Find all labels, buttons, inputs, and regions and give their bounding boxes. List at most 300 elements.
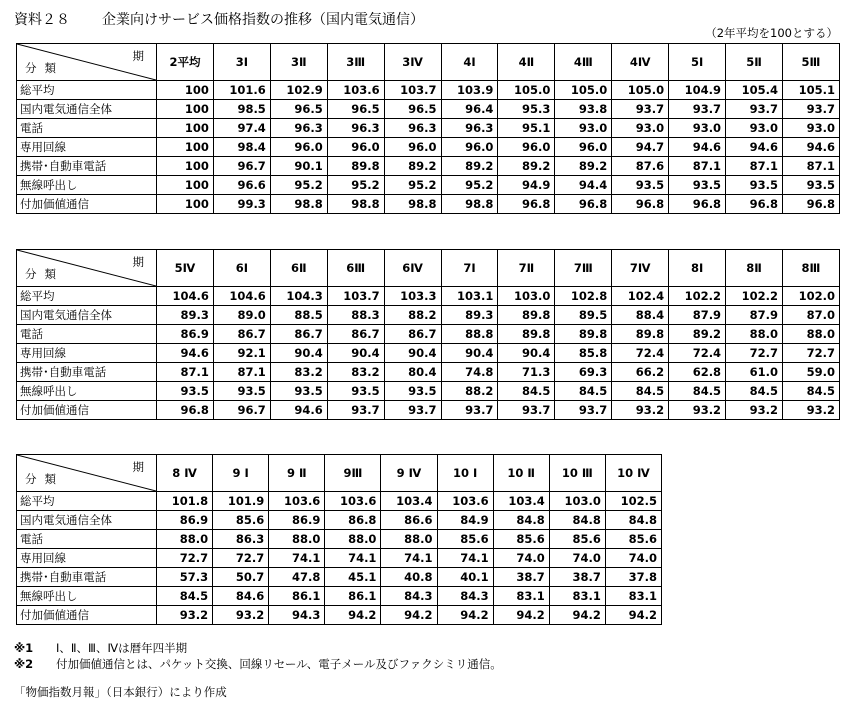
value-cell: 86.7: [384, 325, 441, 344]
value-cell: 94.2: [549, 606, 605, 625]
value-cell: 84.9: [437, 511, 493, 530]
value-cell: 102.0: [782, 287, 839, 306]
value-cell: 87.1: [157, 363, 214, 382]
table-row: [17, 81, 840, 100]
value-cell: 94.4: [555, 176, 612, 195]
value-cell: 104.9: [669, 81, 726, 100]
value-cell: 102.9: [270, 81, 327, 100]
value-cell: 94.2: [381, 606, 437, 625]
value-cell: 72.4: [669, 344, 726, 363]
table-row: [17, 549, 662, 568]
table-row: [17, 587, 662, 606]
period-header: 2平均: [157, 44, 214, 81]
price-index-table-1: [16, 43, 840, 214]
period-header: 6Ⅰ: [213, 250, 270, 287]
value-cell: 87.1: [782, 157, 839, 176]
value-cell: 96.8: [612, 195, 669, 214]
header-category-label: 分類: [25, 472, 64, 486]
value-cell: 103.6: [269, 492, 325, 511]
value-cell: 96.5: [384, 100, 441, 119]
value-cell: 96.3: [270, 119, 327, 138]
value-cell: 84.3: [437, 587, 493, 606]
value-cell: 102.4: [612, 287, 669, 306]
value-cell: 88.0: [782, 325, 839, 344]
value-cell: 98.8: [441, 195, 498, 214]
value-cell: 102.2: [669, 287, 726, 306]
source-note: 「物価指数月報」（日本銀行）により作成: [14, 685, 227, 699]
value-cell: 84.8: [549, 511, 605, 530]
value-cell: 95.2: [441, 176, 498, 195]
value-cell: 94.2: [437, 606, 493, 625]
row-label: 無線呼出し: [17, 176, 157, 195]
row-label: 総平均: [17, 287, 157, 306]
table-row: [17, 382, 840, 401]
value-cell: 95.1: [498, 119, 555, 138]
period-header: 7Ⅲ: [555, 250, 612, 287]
value-cell: 87.1: [213, 363, 270, 382]
value-cell: 96.3: [441, 119, 498, 138]
period-header: 5Ⅳ: [157, 250, 214, 287]
value-cell: 74.0: [549, 549, 605, 568]
value-cell: 89.8: [327, 157, 384, 176]
price-index-table-2: [16, 249, 840, 420]
period-header: 4Ⅳ: [612, 44, 669, 81]
value-cell: 95.2: [384, 176, 441, 195]
value-cell: 93.7: [612, 100, 669, 119]
value-cell: 72.7: [726, 344, 783, 363]
value-cell: 88.0: [381, 530, 437, 549]
value-cell: 96.0: [441, 138, 498, 157]
page-title: [14, 9, 424, 29]
row-label: 携帯･自動車電話: [17, 568, 157, 587]
value-cell: 93.7: [384, 401, 441, 420]
value-cell: 94.6: [157, 344, 214, 363]
value-cell: 98.8: [327, 195, 384, 214]
value-cell: 74.1: [437, 549, 493, 568]
table-row: [17, 176, 840, 195]
value-cell: 89.5: [555, 306, 612, 325]
table-row: [17, 287, 840, 306]
value-cell: 101.9: [213, 492, 269, 511]
value-cell: 88.3: [327, 306, 384, 325]
value-cell: 84.8: [493, 511, 549, 530]
value-cell: 100: [157, 176, 214, 195]
value-cell: 90.4: [384, 344, 441, 363]
value-cell: 57.3: [157, 568, 213, 587]
period-header: 6Ⅱ: [270, 250, 327, 287]
value-cell: 96.5: [327, 100, 384, 119]
period-header: 8Ⅰ: [669, 250, 726, 287]
value-cell: 103.3: [384, 287, 441, 306]
value-cell: 72.4: [612, 344, 669, 363]
row-label: 専用回線: [17, 138, 157, 157]
value-cell: 93.7: [327, 401, 384, 420]
value-cell: 59.0: [782, 363, 839, 382]
footnote-2-mark: ※2: [14, 657, 34, 671]
value-cell: 96.7: [213, 401, 270, 420]
value-cell: 93.7: [726, 100, 783, 119]
row-label: 携帯･自動車電話: [17, 157, 157, 176]
value-cell: 74.1: [381, 549, 437, 568]
value-cell: 85.6: [549, 530, 605, 549]
value-cell: 104.6: [213, 287, 270, 306]
value-cell: 94.9: [498, 176, 555, 195]
value-cell: 71.3: [498, 363, 555, 382]
value-cell: 94.6: [782, 138, 839, 157]
value-cell: 103.6: [325, 492, 381, 511]
value-cell: 105.0: [555, 81, 612, 100]
period-header: 5Ⅱ: [726, 44, 783, 81]
value-cell: 87.0: [782, 306, 839, 325]
value-cell: 84.5: [498, 382, 555, 401]
value-cell: 94.7: [612, 138, 669, 157]
value-cell: 89.8: [612, 325, 669, 344]
value-cell: 98.8: [384, 195, 441, 214]
footnote-1-text: Ⅰ、Ⅱ、Ⅲ、Ⅳは暦年四半期: [56, 641, 188, 655]
value-cell: 69.3: [555, 363, 612, 382]
value-cell: 45.1: [325, 568, 381, 587]
value-cell: 93.2: [213, 606, 269, 625]
row-label: 国内電気通信全体: [17, 100, 157, 119]
value-cell: 96.0: [555, 138, 612, 157]
table-row: [17, 568, 662, 587]
value-cell: 103.9: [441, 81, 498, 100]
value-cell: 93.5: [669, 176, 726, 195]
value-cell: 93.5: [270, 382, 327, 401]
value-cell: 85.6: [213, 511, 269, 530]
value-cell: 105.1: [782, 81, 839, 100]
period-header: 6Ⅳ: [384, 250, 441, 287]
value-cell: 93.2: [669, 401, 726, 420]
row-label: 無線呼出し: [17, 382, 157, 401]
value-cell: 88.0: [157, 530, 213, 549]
value-cell: 95.2: [270, 176, 327, 195]
value-cell: 83.1: [605, 587, 661, 606]
value-cell: 96.8: [498, 195, 555, 214]
value-cell: 94.2: [605, 606, 661, 625]
value-cell: 96.0: [384, 138, 441, 157]
value-cell: 102.8: [555, 287, 612, 306]
value-cell: 96.7: [213, 157, 270, 176]
value-cell: 74.8: [441, 363, 498, 382]
value-cell: 94.6: [726, 138, 783, 157]
value-cell: 92.1: [213, 344, 270, 363]
value-cell: 97.4: [213, 119, 270, 138]
header-row: [17, 250, 840, 287]
period-header: 4Ⅲ: [555, 44, 612, 81]
row-label: 付加価値通信: [17, 195, 157, 214]
header-corner-cell: [17, 44, 157, 81]
header-corner-cell: [17, 250, 157, 287]
value-cell: 88.2: [441, 382, 498, 401]
value-cell: 86.7: [270, 325, 327, 344]
value-cell: 93.8: [555, 100, 612, 119]
value-cell: 93.7: [555, 401, 612, 420]
value-cell: 96.4: [441, 100, 498, 119]
value-cell: 86.7: [213, 325, 270, 344]
value-cell: 86.9: [269, 511, 325, 530]
value-cell: 85.6: [493, 530, 549, 549]
value-cell: 95.3: [498, 100, 555, 119]
value-cell: 89.8: [498, 325, 555, 344]
value-cell: 89.2: [441, 157, 498, 176]
value-cell: 89.0: [213, 306, 270, 325]
value-cell: 99.3: [213, 195, 270, 214]
header-row: [17, 455, 662, 492]
value-cell: 102.5: [605, 492, 661, 511]
row-label: 専用回線: [17, 549, 157, 568]
value-cell: 86.9: [157, 325, 214, 344]
row-label: 電話: [17, 530, 157, 549]
row-label: 付加価値通信: [17, 401, 157, 420]
value-cell: 100: [157, 119, 214, 138]
value-cell: 87.1: [726, 157, 783, 176]
period-header: 6Ⅲ: [327, 250, 384, 287]
value-cell: 88.4: [612, 306, 669, 325]
value-cell: 84.5: [157, 587, 213, 606]
period-header: 7Ⅱ: [498, 250, 555, 287]
value-cell: 84.5: [782, 382, 839, 401]
value-cell: 72.7: [213, 549, 269, 568]
value-cell: 93.5: [327, 382, 384, 401]
value-cell: 95.2: [327, 176, 384, 195]
footnotes: [14, 640, 502, 672]
value-cell: 85.8: [555, 344, 612, 363]
value-cell: 101.6: [213, 81, 270, 100]
period-header: 10 Ⅰ: [437, 455, 493, 492]
value-cell: 96.8: [555, 195, 612, 214]
header-period-label: 期: [132, 255, 144, 269]
value-cell: 93.7: [782, 100, 839, 119]
value-cell: 93.5: [726, 176, 783, 195]
row-label: 総平均: [17, 81, 157, 100]
value-cell: 96.0: [270, 138, 327, 157]
value-cell: 88.5: [270, 306, 327, 325]
value-cell: 94.3: [269, 606, 325, 625]
period-header: 8Ⅲ: [782, 250, 839, 287]
header-row: [17, 44, 840, 81]
period-header: 7Ⅳ: [612, 250, 669, 287]
value-cell: 103.0: [498, 287, 555, 306]
value-cell: 86.1: [325, 587, 381, 606]
table-row: [17, 492, 662, 511]
value-cell: 105.0: [498, 81, 555, 100]
footnote-2-text: 付加価値通信とは、パケット交換、回線リセール、電子メール及びファクシミリ通信。: [56, 657, 502, 671]
footnote-2: [14, 656, 502, 672]
value-cell: 103.0: [549, 492, 605, 511]
header-corner-cell: [17, 455, 157, 492]
period-header: 3Ⅳ: [384, 44, 441, 81]
value-cell: 37.8: [605, 568, 661, 587]
value-cell: 98.4: [213, 138, 270, 157]
row-label: 無線呼出し: [17, 587, 157, 606]
value-cell: 89.2: [384, 157, 441, 176]
row-label: 付加価値通信: [17, 606, 157, 625]
header-category-label: 分類: [25, 61, 64, 75]
header-period-label: 期: [132, 460, 144, 474]
value-cell: 93.0: [782, 119, 839, 138]
value-cell: 88.2: [384, 306, 441, 325]
title-text: 企業向けサービス価格指数の推移（国内電気通信）: [102, 12, 424, 28]
row-label: 電話: [17, 119, 157, 138]
period-header: 8 Ⅳ: [157, 455, 213, 492]
value-cell: 94.6: [669, 138, 726, 157]
table-row: [17, 344, 840, 363]
value-cell: 93.2: [612, 401, 669, 420]
value-cell: 90.4: [498, 344, 555, 363]
value-cell: 96.3: [327, 119, 384, 138]
value-cell: 38.7: [549, 568, 605, 587]
value-cell: 93.0: [555, 119, 612, 138]
value-cell: 93.5: [384, 382, 441, 401]
value-cell: 87.1: [669, 157, 726, 176]
table-row: [17, 325, 840, 344]
value-cell: 100: [157, 100, 214, 119]
value-cell: 96.8: [726, 195, 783, 214]
value-cell: 84.5: [612, 382, 669, 401]
value-cell: 66.2: [612, 363, 669, 382]
value-cell: 85.6: [437, 530, 493, 549]
period-header: 9 Ⅱ: [269, 455, 325, 492]
value-cell: 100: [157, 81, 214, 100]
period-header: 7Ⅰ: [441, 250, 498, 287]
value-cell: 90.4: [327, 344, 384, 363]
value-cell: 93.0: [669, 119, 726, 138]
value-cell: 94.2: [325, 606, 381, 625]
table-row: [17, 606, 662, 625]
value-cell: 104.3: [270, 287, 327, 306]
row-label: 国内電気通信全体: [17, 306, 157, 325]
period-header: 3Ⅲ: [327, 44, 384, 81]
period-header: 3Ⅰ: [213, 44, 270, 81]
value-cell: 94.2: [493, 606, 549, 625]
value-cell: 93.5: [157, 382, 214, 401]
value-cell: 80.4: [384, 363, 441, 382]
value-cell: 74.1: [325, 549, 381, 568]
value-cell: 93.0: [612, 119, 669, 138]
row-label: 電話: [17, 325, 157, 344]
table-row: [17, 119, 840, 138]
value-cell: 72.7: [782, 344, 839, 363]
period-header: 5Ⅰ: [669, 44, 726, 81]
value-cell: 89.2: [555, 157, 612, 176]
value-cell: 86.6: [381, 511, 437, 530]
value-cell: 89.3: [157, 306, 214, 325]
value-cell: 93.5: [213, 382, 270, 401]
value-cell: 93.5: [612, 176, 669, 195]
value-cell: 87.9: [726, 306, 783, 325]
value-cell: 38.7: [493, 568, 549, 587]
value-cell: 84.5: [669, 382, 726, 401]
value-cell: 89.8: [555, 325, 612, 344]
footnote-1: [14, 640, 502, 656]
value-cell: 84.5: [555, 382, 612, 401]
footnote-1-mark: ※1: [14, 641, 34, 655]
value-cell: 103.1: [441, 287, 498, 306]
period-header: 4Ⅰ: [441, 44, 498, 81]
price-index-table-3: [16, 454, 662, 625]
value-cell: 103.4: [493, 492, 549, 511]
value-cell: 83.2: [327, 363, 384, 382]
value-cell: 74.0: [605, 549, 661, 568]
value-cell: 50.7: [213, 568, 269, 587]
row-label: 携帯･自動車電話: [17, 363, 157, 382]
value-cell: 89.8: [498, 306, 555, 325]
value-cell: 103.7: [384, 81, 441, 100]
table-row: [17, 100, 840, 119]
period-header: 8Ⅱ: [726, 250, 783, 287]
value-cell: 84.5: [726, 382, 783, 401]
value-cell: 86.1: [269, 587, 325, 606]
value-cell: 96.3: [384, 119, 441, 138]
value-cell: 74.1: [269, 549, 325, 568]
period-header: 9 Ⅳ: [381, 455, 437, 492]
value-cell: 87.6: [612, 157, 669, 176]
value-cell: 93.7: [498, 401, 555, 420]
value-cell: 40.1: [437, 568, 493, 587]
value-cell: 105.4: [726, 81, 783, 100]
value-cell: 83.2: [270, 363, 327, 382]
header-category-label: 分類: [25, 267, 64, 281]
value-cell: 103.6: [327, 81, 384, 100]
value-cell: 62.8: [669, 363, 726, 382]
value-cell: 94.6: [270, 401, 327, 420]
period-header: 10 Ⅲ: [549, 455, 605, 492]
value-cell: 96.5: [270, 100, 327, 119]
value-cell: 96.8: [669, 195, 726, 214]
value-cell: 89.2: [669, 325, 726, 344]
value-cell: 105.0: [612, 81, 669, 100]
row-label: 専用回線: [17, 344, 157, 363]
row-label: 総平均: [17, 492, 157, 511]
value-cell: 100: [157, 138, 214, 157]
value-cell: 86.3: [213, 530, 269, 549]
value-cell: 85.6: [605, 530, 661, 549]
value-cell: 103.7: [327, 287, 384, 306]
table-row: [17, 401, 840, 420]
value-cell: 84.6: [213, 587, 269, 606]
value-cell: 93.2: [157, 606, 213, 625]
value-cell: 96.8: [782, 195, 839, 214]
value-cell: 61.0: [726, 363, 783, 382]
period-header: 9 Ⅰ: [213, 455, 269, 492]
table-row: [17, 138, 840, 157]
table-row: [17, 530, 662, 549]
value-cell: 88.0: [325, 530, 381, 549]
value-cell: 84.3: [381, 587, 437, 606]
value-cell: 98.5: [213, 100, 270, 119]
value-cell: 93.5: [782, 176, 839, 195]
period-header: 9Ⅲ: [325, 455, 381, 492]
value-cell: 96.0: [498, 138, 555, 157]
value-cell: 93.2: [726, 401, 783, 420]
title-label: 資料２８: [14, 12, 70, 28]
value-cell: 96.0: [327, 138, 384, 157]
value-cell: 90.1: [270, 157, 327, 176]
value-cell: 96.6: [213, 176, 270, 195]
period-header: 4Ⅱ: [498, 44, 555, 81]
table-row: [17, 195, 840, 214]
value-cell: 88.8: [441, 325, 498, 344]
value-cell: 88.0: [726, 325, 783, 344]
value-cell: 86.8: [325, 511, 381, 530]
value-cell: 83.1: [549, 587, 605, 606]
value-cell: 84.8: [605, 511, 661, 530]
period-header: 10 Ⅱ: [493, 455, 549, 492]
table-row: [17, 511, 662, 530]
period-header: 3Ⅱ: [270, 44, 327, 81]
value-cell: 100: [157, 157, 214, 176]
